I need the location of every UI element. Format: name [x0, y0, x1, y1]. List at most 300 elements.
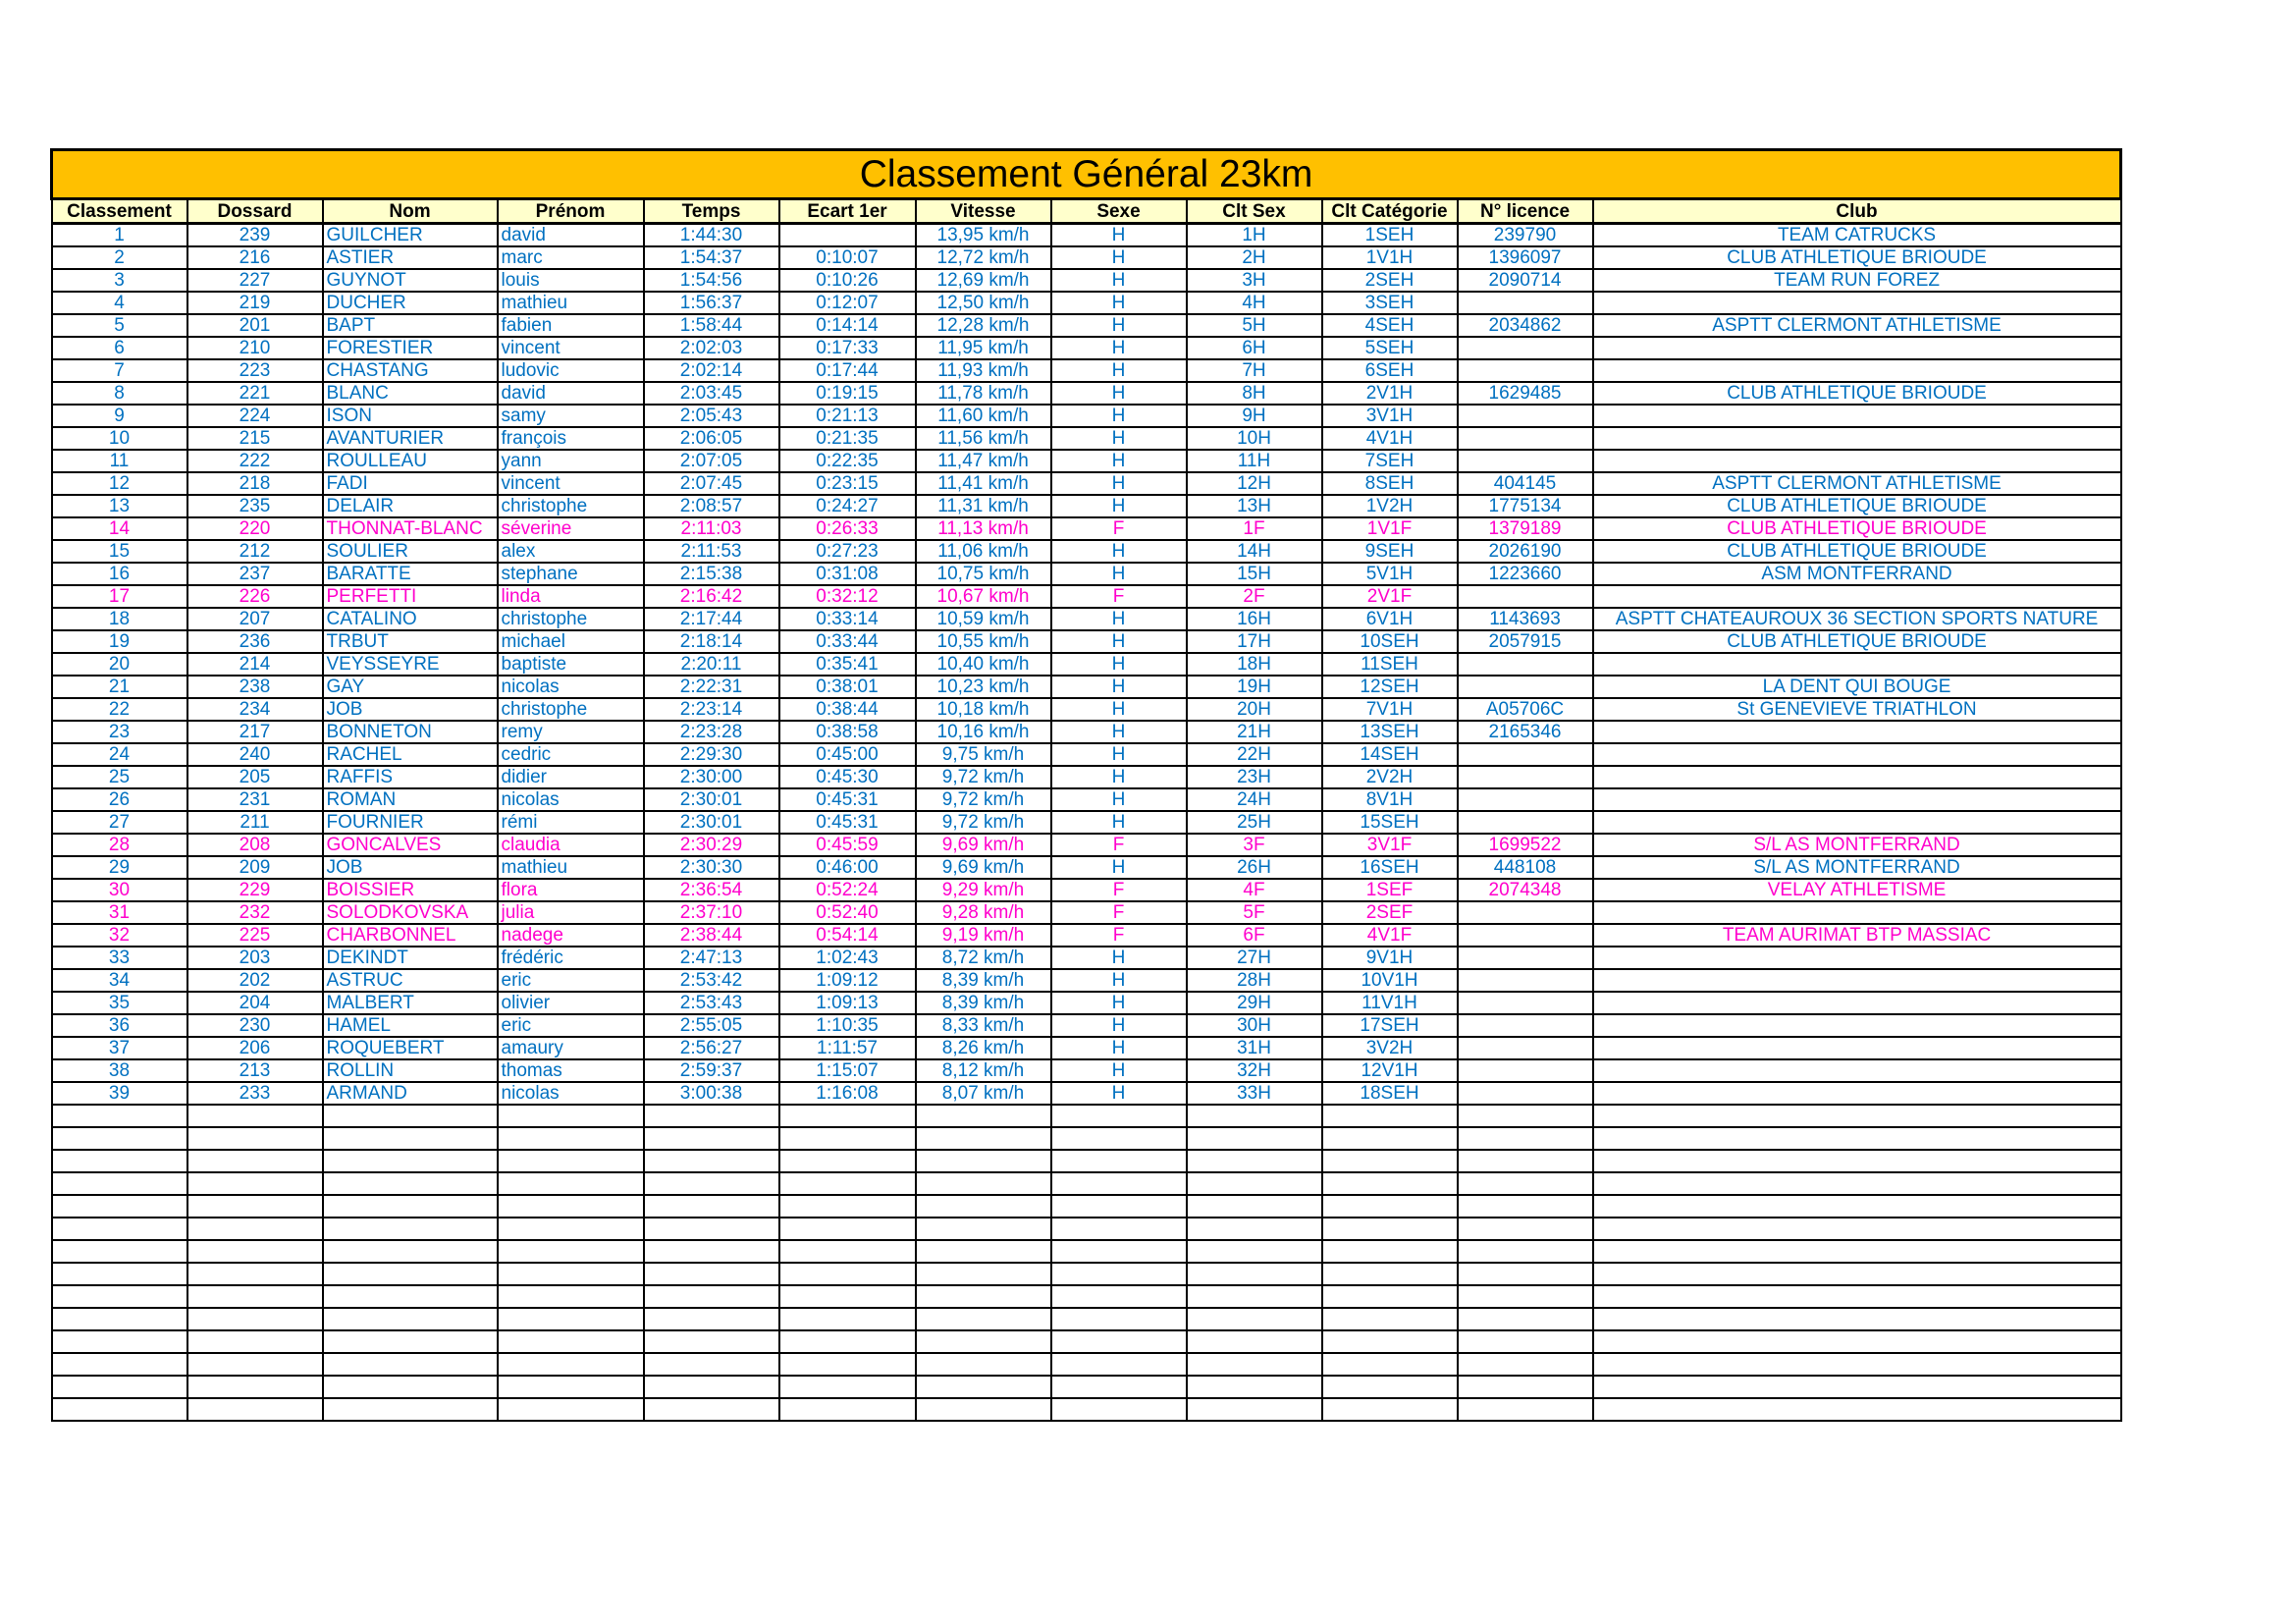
header-clt-sex: Clt Sex: [1187, 199, 1322, 224]
cell-clt-categorie: 18SEH: [1322, 1082, 1458, 1105]
empty-cell: [1051, 1398, 1187, 1421]
cell-licence: A05706C: [1458, 698, 1593, 721]
empty-cell: [1458, 1240, 1593, 1263]
cell-licence: [1458, 947, 1593, 969]
cell-classement: 3: [52, 269, 187, 292]
cell-ecart: 0:52:24: [779, 879, 916, 901]
cell-club: [1593, 1014, 2121, 1037]
cell-nom: JOB: [323, 856, 498, 879]
empty-cell: [52, 1376, 187, 1398]
cell-nom: JOB: [323, 698, 498, 721]
cell-clt-sex: 32H: [1187, 1059, 1322, 1082]
cell-club: [1593, 292, 2121, 314]
cell-licence: [1458, 450, 1593, 472]
cell-clt-categorie: 2V1H: [1322, 382, 1458, 405]
cell-ecart: 0:52:40: [779, 901, 916, 924]
cell-clt-categorie: 3V1H: [1322, 405, 1458, 427]
cell-clt-categorie: 1V1F: [1322, 517, 1458, 540]
empty-cell: [187, 1285, 323, 1308]
cell-classement: 13: [52, 495, 187, 517]
empty-cell: [916, 1218, 1051, 1240]
cell-dossard: 222: [187, 450, 323, 472]
cell-vitesse: 9,72 km/h: [916, 811, 1051, 834]
empty-cell: [187, 1263, 323, 1285]
cell-club: TEAM CATRUCKS: [1593, 224, 2121, 247]
cell-nom: BARATTE: [323, 563, 498, 585]
cell-dossard: 224: [187, 405, 323, 427]
cell-clt-sex: 7H: [1187, 359, 1322, 382]
cell-vitesse: 11,47 km/h: [916, 450, 1051, 472]
empty-cell: [498, 1353, 644, 1376]
empty-cell: [1593, 1172, 2121, 1195]
cell-clt-categorie: 12V1H: [1322, 1059, 1458, 1082]
cell-temps: 2:53:43: [644, 992, 779, 1014]
cell-clt-sex: 2H: [1187, 246, 1322, 269]
cell-vitesse: 10,40 km/h: [916, 653, 1051, 676]
cell-temps: 2:11:53: [644, 540, 779, 563]
cell-club: [1593, 1059, 2121, 1082]
cell-clt-sex: 21H: [1187, 721, 1322, 743]
cell-sexe: H: [1051, 472, 1187, 495]
cell-licence: [1458, 1082, 1593, 1105]
cell-clt-categorie: 5V1H: [1322, 563, 1458, 585]
empty-cell: [323, 1263, 498, 1285]
cell-vitesse: 9,29 km/h: [916, 879, 1051, 901]
cell-prenom: vincent: [498, 337, 644, 359]
cell-prenom: christophe: [498, 698, 644, 721]
cell-nom: DELAIR: [323, 495, 498, 517]
empty-cell: [498, 1105, 644, 1127]
cell-vitesse: 10,23 km/h: [916, 676, 1051, 698]
empty-cell: [916, 1105, 1051, 1127]
cell-club: [1593, 811, 2121, 834]
empty-row: [52, 1308, 2121, 1330]
cell-ecart: 0:21:13: [779, 405, 916, 427]
cell-prenom: eric: [498, 969, 644, 992]
cell-classement: 17: [52, 585, 187, 608]
empty-cell: [498, 1240, 644, 1263]
cell-prenom: nadege: [498, 924, 644, 947]
cell-club: CLUB ATHLETIQUE BRIOUDE: [1593, 246, 2121, 269]
cell-classement: 8: [52, 382, 187, 405]
cell-sexe: H: [1051, 676, 1187, 698]
cell-clt-categorie: 8V1H: [1322, 788, 1458, 811]
cell-club: [1593, 901, 2121, 924]
cell-sexe: H: [1051, 969, 1187, 992]
cell-classement: 32: [52, 924, 187, 947]
cell-sexe: H: [1051, 653, 1187, 676]
cell-prenom: remy: [498, 721, 644, 743]
header-nom: Nom: [323, 199, 498, 224]
cell-licence: 2074348: [1458, 879, 1593, 901]
empty-cell: [1322, 1172, 1458, 1195]
cell-temps: 2:15:38: [644, 563, 779, 585]
cell-vitesse: 9,28 km/h: [916, 901, 1051, 924]
cell-prenom: mathieu: [498, 292, 644, 314]
empty-cell: [1187, 1398, 1322, 1421]
cell-nom: ISON: [323, 405, 498, 427]
cell-vitesse: 10,16 km/h: [916, 721, 1051, 743]
empty-cell: [498, 1376, 644, 1398]
cell-temps: 2:16:42: [644, 585, 779, 608]
table-row: [52, 382, 2121, 405]
empty-cell: [323, 1240, 498, 1263]
cell-licence: [1458, 676, 1593, 698]
cell-nom: BLANC: [323, 382, 498, 405]
header-prenom: Prénom: [498, 199, 644, 224]
empty-cell: [1051, 1218, 1187, 1240]
empty-cell: [1593, 1398, 2121, 1421]
cell-ecart: 0:10:26: [779, 269, 916, 292]
cell-vitesse: 11,95 km/h: [916, 337, 1051, 359]
table-row: [52, 517, 2121, 540]
cell-club: S/L AS MONTFERRAND: [1593, 856, 2121, 879]
empty-cell: [916, 1172, 1051, 1195]
cell-vitesse: 11,56 km/h: [916, 427, 1051, 450]
cell-nom: SOLODKOVSKA: [323, 901, 498, 924]
cell-nom: BONNETON: [323, 721, 498, 743]
cell-classement: 26: [52, 788, 187, 811]
empty-cell: [52, 1240, 187, 1263]
cell-temps: 1:58:44: [644, 314, 779, 337]
cell-vitesse: 9,69 km/h: [916, 856, 1051, 879]
cell-prenom: eric: [498, 1014, 644, 1037]
cell-clt-categorie: 9SEH: [1322, 540, 1458, 563]
cell-nom: ASTIER: [323, 246, 498, 269]
cell-temps: 2:56:27: [644, 1037, 779, 1059]
cell-club: [1593, 653, 2121, 676]
empty-cell: [323, 1330, 498, 1353]
cell-ecart: 0:38:44: [779, 698, 916, 721]
cell-dossard: 229: [187, 879, 323, 901]
empty-cell: [1187, 1127, 1322, 1150]
cell-prenom: didier: [498, 766, 644, 788]
empty-cell: [1458, 1376, 1593, 1398]
empty-cell: [1458, 1172, 1593, 1195]
empty-cell: [644, 1150, 779, 1172]
table-row: [52, 653, 2121, 676]
cell-ecart: 1:15:07: [779, 1059, 916, 1082]
cell-clt-sex: 1H: [1187, 224, 1322, 247]
empty-cell: [187, 1195, 323, 1218]
empty-cell: [1593, 1330, 2121, 1353]
table-row: [52, 924, 2121, 947]
cell-sexe: H: [1051, 743, 1187, 766]
empty-row: [52, 1195, 2121, 1218]
cell-prenom: françois: [498, 427, 644, 450]
cell-nom: ROLLIN: [323, 1059, 498, 1082]
cell-sexe: H: [1051, 246, 1187, 269]
cell-vitesse: 8,39 km/h: [916, 992, 1051, 1014]
cell-club: [1593, 1037, 2121, 1059]
cell-classement: 34: [52, 969, 187, 992]
empty-cell: [187, 1353, 323, 1376]
cell-club: ASPTT CHATEAUROUX 36 SECTION SPORTS NATURE: [1593, 608, 2121, 630]
cell-dossard: 232: [187, 901, 323, 924]
empty-cell: [644, 1172, 779, 1195]
cell-temps: 2:59:37: [644, 1059, 779, 1082]
cell-vitesse: 12,50 km/h: [916, 292, 1051, 314]
cell-temps: 1:44:30: [644, 224, 779, 247]
empty-cell: [1187, 1172, 1322, 1195]
cell-sexe: F: [1051, 901, 1187, 924]
cell-classement: 39: [52, 1082, 187, 1105]
cell-sexe: H: [1051, 1059, 1187, 1082]
empty-cell: [52, 1330, 187, 1353]
cell-club: St GENEVIEVE TRIATHLON: [1593, 698, 2121, 721]
cell-sexe: H: [1051, 766, 1187, 788]
cell-ecart: 0:33:14: [779, 608, 916, 630]
empty-cell: [1322, 1330, 1458, 1353]
cell-sexe: F: [1051, 585, 1187, 608]
empty-cell: [1593, 1285, 2121, 1308]
cell-temps: 2:02:03: [644, 337, 779, 359]
empty-cell: [644, 1376, 779, 1398]
cell-vitesse: 9,72 km/h: [916, 788, 1051, 811]
cell-nom: GAY: [323, 676, 498, 698]
empty-cell: [1593, 1353, 2121, 1376]
cell-licence: [1458, 811, 1593, 834]
cell-classement: 31: [52, 901, 187, 924]
cell-temps: 2:02:14: [644, 359, 779, 382]
cell-sexe: H: [1051, 698, 1187, 721]
cell-ecart: 0:19:15: [779, 382, 916, 405]
empty-cell: [1593, 1240, 2121, 1263]
empty-cell: [1322, 1263, 1458, 1285]
table-row: [52, 337, 2121, 359]
table-row: [52, 405, 2121, 427]
cell-licence: 1775134: [1458, 495, 1593, 517]
cell-dossard: 236: [187, 630, 323, 653]
empty-cell: [644, 1218, 779, 1240]
cell-prenom: david: [498, 224, 644, 247]
cell-dossard: 225: [187, 924, 323, 947]
empty-cell: [1051, 1376, 1187, 1398]
empty-cell: [1322, 1127, 1458, 1150]
cell-licence: [1458, 337, 1593, 359]
cell-clt-sex: 33H: [1187, 1082, 1322, 1105]
empty-cell: [187, 1308, 323, 1330]
empty-cell: [498, 1218, 644, 1240]
table-row: [52, 1082, 2121, 1105]
cell-classement: 23: [52, 721, 187, 743]
empty-cell: [1593, 1308, 2121, 1330]
header-classement: Classement: [52, 199, 187, 224]
cell-club: [1593, 359, 2121, 382]
cell-classement: 18: [52, 608, 187, 630]
cell-sexe: H: [1051, 292, 1187, 314]
empty-cell: [498, 1263, 644, 1285]
empty-cell: [779, 1285, 916, 1308]
table-row: [52, 224, 2121, 247]
empty-cell: [52, 1172, 187, 1195]
cell-sexe: H: [1051, 314, 1187, 337]
cell-nom: BAPT: [323, 314, 498, 337]
cell-temps: 2:03:45: [644, 382, 779, 405]
empty-cell: [1187, 1150, 1322, 1172]
cell-licence: 1379189: [1458, 517, 1593, 540]
empty-row: [52, 1376, 2121, 1398]
cell-club: [1593, 743, 2121, 766]
cell-classement: 19: [52, 630, 187, 653]
cell-prenom: flora: [498, 879, 644, 901]
cell-vitesse: 10,55 km/h: [916, 630, 1051, 653]
empty-cell: [779, 1398, 916, 1421]
cell-licence: 448108: [1458, 856, 1593, 879]
table-body: [52, 224, 2121, 1422]
cell-licence: [1458, 1014, 1593, 1037]
empty-cell: [498, 1172, 644, 1195]
empty-cell: [1458, 1150, 1593, 1172]
table-row: [52, 540, 2121, 563]
cell-sexe: H: [1051, 405, 1187, 427]
cell-dossard: 211: [187, 811, 323, 834]
cell-sexe: H: [1051, 811, 1187, 834]
cell-licence: 1223660: [1458, 563, 1593, 585]
empty-cell: [1051, 1240, 1187, 1263]
empty-cell: [498, 1150, 644, 1172]
cell-licence: 1629485: [1458, 382, 1593, 405]
cell-sexe: H: [1051, 450, 1187, 472]
empty-cell: [644, 1308, 779, 1330]
cell-dossard: 221: [187, 382, 323, 405]
cell-ecart: 1:09:13: [779, 992, 916, 1014]
cell-prenom: séverine: [498, 517, 644, 540]
cell-ecart: 0:45:31: [779, 811, 916, 834]
cell-temps: 2:30:29: [644, 834, 779, 856]
cell-nom: GUYNOT: [323, 269, 498, 292]
cell-classement: 10: [52, 427, 187, 450]
cell-clt-categorie: 1V1H: [1322, 246, 1458, 269]
cell-clt-sex: 11H: [1187, 450, 1322, 472]
cell-classement: 12: [52, 472, 187, 495]
empty-cell: [323, 1398, 498, 1421]
cell-nom: AVANTURIER: [323, 427, 498, 450]
empty-cell: [323, 1285, 498, 1308]
cell-dossard: 213: [187, 1059, 323, 1082]
cell-vitesse: 11,41 km/h: [916, 472, 1051, 495]
cell-vitesse: 8,26 km/h: [916, 1037, 1051, 1059]
cell-licence: 2165346: [1458, 721, 1593, 743]
cell-classement: 36: [52, 1014, 187, 1037]
cell-licence: [1458, 1037, 1593, 1059]
table-row: [52, 879, 2121, 901]
empty-cell: [779, 1127, 916, 1150]
empty-cell: [779, 1240, 916, 1263]
cell-temps: 2:53:42: [644, 969, 779, 992]
cell-classement: 30: [52, 879, 187, 901]
cell-clt-categorie: 2SEH: [1322, 269, 1458, 292]
cell-sexe: F: [1051, 517, 1187, 540]
cell-licence: [1458, 427, 1593, 450]
cell-temps: 1:56:37: [644, 292, 779, 314]
empty-cell: [1187, 1263, 1322, 1285]
cell-sexe: H: [1051, 1014, 1187, 1037]
cell-classement: 15: [52, 540, 187, 563]
cell-clt-sex: 6H: [1187, 337, 1322, 359]
cell-ecart: 0:10:07: [779, 246, 916, 269]
empty-cell: [1458, 1330, 1593, 1353]
cell-club: [1593, 450, 2121, 472]
cell-temps: 2:20:11: [644, 653, 779, 676]
empty-cell: [323, 1353, 498, 1376]
cell-classement: 1: [52, 224, 187, 247]
cell-clt-categorie: 12SEH: [1322, 676, 1458, 698]
cell-sexe: H: [1051, 224, 1187, 247]
empty-cell: [52, 1218, 187, 1240]
cell-sexe: H: [1051, 359, 1187, 382]
empty-cell: [1322, 1240, 1458, 1263]
cell-dossard: 201: [187, 314, 323, 337]
cell-prenom: thomas: [498, 1059, 644, 1082]
cell-temps: 2:30:01: [644, 811, 779, 834]
cell-ecart: 0:31:08: [779, 563, 916, 585]
cell-nom: RAFFIS: [323, 766, 498, 788]
empty-cell: [323, 1308, 498, 1330]
empty-cell: [779, 1172, 916, 1195]
empty-cell: [779, 1150, 916, 1172]
empty-cell: [779, 1330, 916, 1353]
cell-temps: 2:23:28: [644, 721, 779, 743]
cell-clt-categorie: 6SEH: [1322, 359, 1458, 382]
empty-cell: [498, 1127, 644, 1150]
cell-vitesse: 10,67 km/h: [916, 585, 1051, 608]
cell-nom: RACHEL: [323, 743, 498, 766]
cell-dossard: 203: [187, 947, 323, 969]
cell-temps: 2:30:00: [644, 766, 779, 788]
cell-ecart: 1:02:43: [779, 947, 916, 969]
cell-clt-sex: 9H: [1187, 405, 1322, 427]
cell-dossard: 223: [187, 359, 323, 382]
cell-nom: DEKINDT: [323, 947, 498, 969]
empty-cell: [916, 1127, 1051, 1150]
cell-clt-sex: 3F: [1187, 834, 1322, 856]
cell-nom: ARMAND: [323, 1082, 498, 1105]
cell-nom: FOURNIER: [323, 811, 498, 834]
empty-cell: [779, 1376, 916, 1398]
cell-club: CLUB ATHLETIQUE BRIOUDE: [1593, 630, 2121, 653]
empty-cell: [644, 1127, 779, 1150]
cell-sexe: F: [1051, 834, 1187, 856]
empty-cell: [916, 1150, 1051, 1172]
empty-cell: [1458, 1195, 1593, 1218]
cell-dossard: 206: [187, 1037, 323, 1059]
empty-row: [52, 1263, 2121, 1285]
cell-prenom: louis: [498, 269, 644, 292]
cell-vitesse: 13,95 km/h: [916, 224, 1051, 247]
cell-classement: 28: [52, 834, 187, 856]
cell-prenom: amaury: [498, 1037, 644, 1059]
cell-clt-sex: 25H: [1187, 811, 1322, 834]
cell-licence: 404145: [1458, 472, 1593, 495]
cell-ecart: 0:32:12: [779, 585, 916, 608]
empty-cell: [1458, 1218, 1593, 1240]
cell-temps: 2:07:05: [644, 450, 779, 472]
cell-nom: DUCHER: [323, 292, 498, 314]
cell-club: CLUB ATHLETIQUE BRIOUDE: [1593, 495, 2121, 517]
empty-cell: [644, 1285, 779, 1308]
cell-ecart: 0:27:23: [779, 540, 916, 563]
cell-ecart: 0:14:14: [779, 314, 916, 337]
cell-dossard: 237: [187, 563, 323, 585]
cell-vitesse: 8,72 km/h: [916, 947, 1051, 969]
cell-temps: 1:54:37: [644, 246, 779, 269]
cell-ecart: 0:21:35: [779, 427, 916, 450]
cell-club: ASPTT CLERMONT ATHLETISME: [1593, 472, 2121, 495]
cell-licence: 1143693: [1458, 608, 1593, 630]
cell-nom: GONCALVES: [323, 834, 498, 856]
cell-nom: CATALINO: [323, 608, 498, 630]
